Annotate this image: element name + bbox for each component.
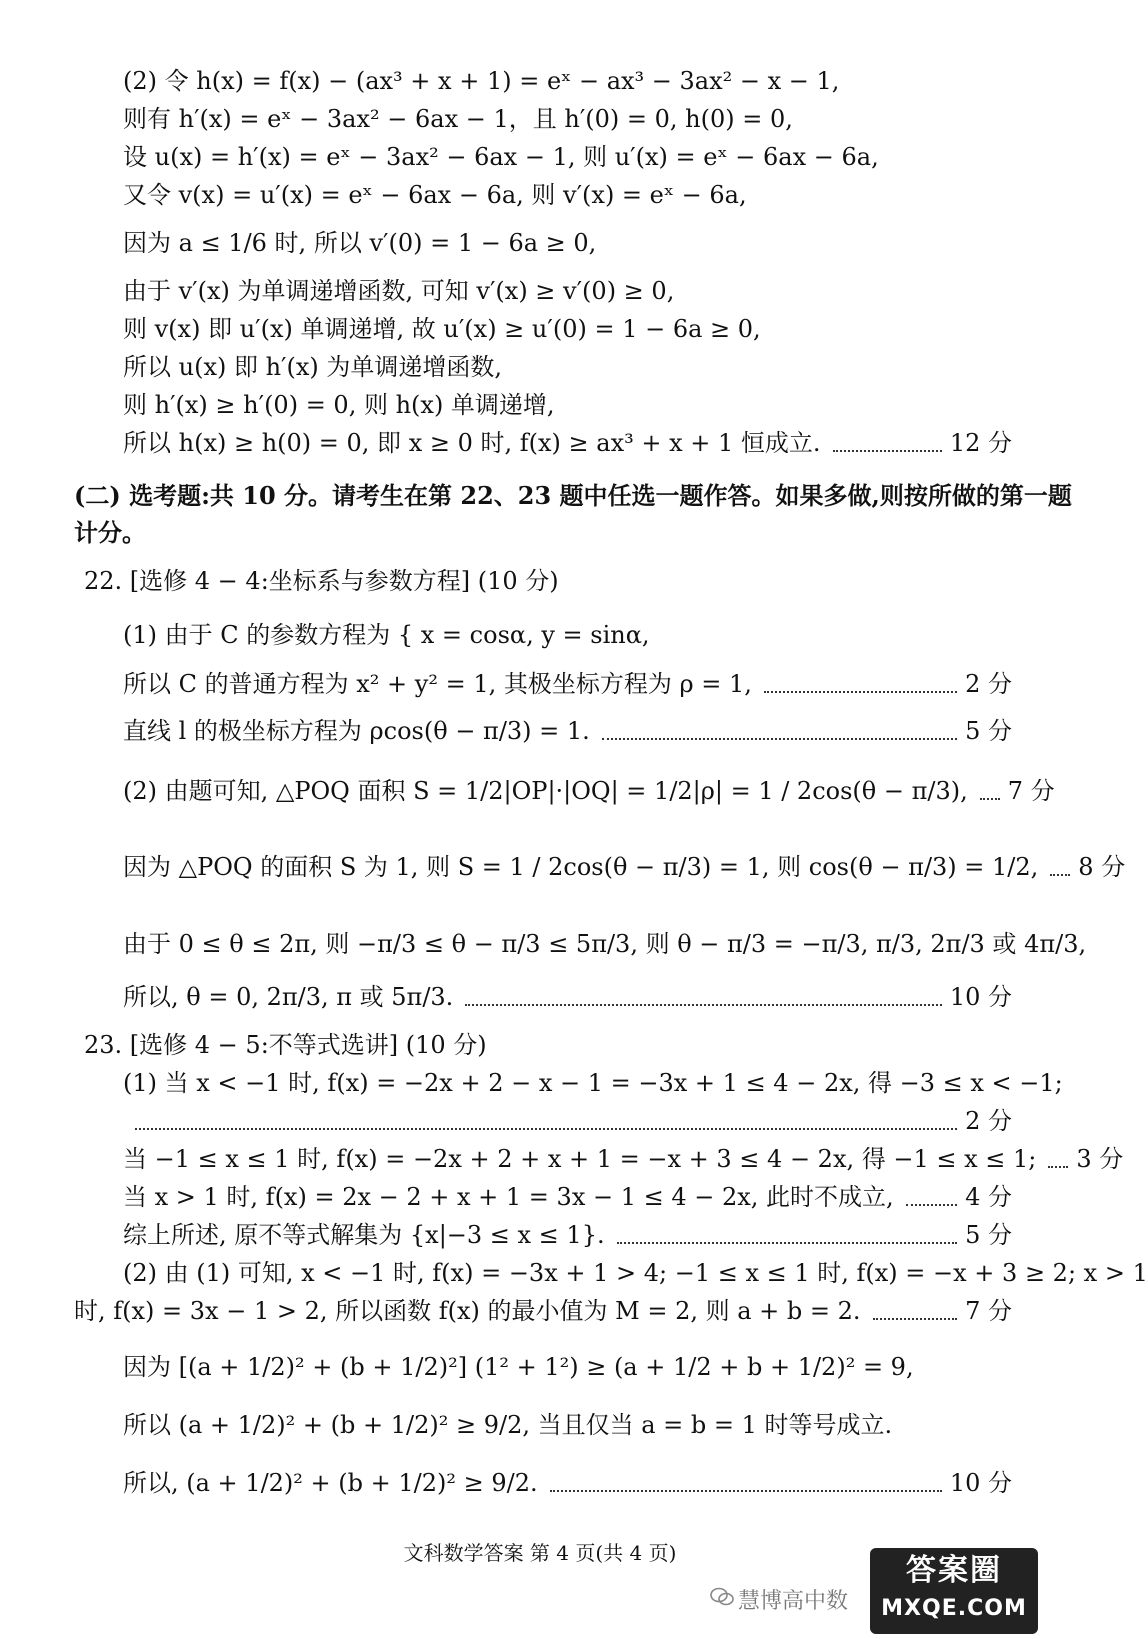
solution-line-scored (123, 1102, 1012, 1140)
score-label: 12 分 (949, 429, 1012, 457)
watermark-logo (870, 1548, 1038, 1634)
solution-line-scored: 所以, (a + 1/2)² + (b + 1/2)² ≥ 9/2. 10 分 (123, 1464, 1012, 1502)
solution-line: (2) 令 h(x) = f(x) − (ax³ + x + 1) = eˣ − ax³ − 3ax² − x − 1, (123, 67, 840, 95)
solution-line-scored: (2) 由题可知, △POQ 面积 S = 1/2|OP|·|OQ| = 1/2|ρ| = 1 / 2cos(θ − π/3), 7 分 (123, 772, 1012, 810)
solution-line: 则 v(x) 即 u′(x) 单调递增, 故 u′(x) ≥ u′(0) = 1 − 6a ≥ 0, (123, 315, 761, 343)
solution-line: 则 h′(x) ≥ h′(0) = 0, 则 h(x) 单调递增, (123, 391, 555, 419)
solution-line-scored: 所以, θ = 0, 2π/3, π 或 5π/3. 10 分 (123, 978, 1012, 1016)
score-label: 10 分 (949, 1469, 1012, 1497)
solution-line: 因为 a ≤ 1/6 时, 所以 v′(0) = 1 − 6a ≥ 0, (123, 229, 597, 257)
solution-line: (1) 由于 C 的参数方程为 { x = cosα, y = sinα, (123, 621, 650, 649)
solution-line: 所以 (a + 1/2)² + (b + 1/2)² ≥ 9/2, 当且仅当 a = b = 1 时等号成立. (123, 1411, 893, 1439)
chat-bubble-icon (710, 1586, 734, 1608)
score-label: 5 分 (965, 717, 1012, 745)
page-footer: 文科数学答案 第 4 页(共 4 页) (403, 1541, 677, 1565)
solution-line-scored: 当 x > 1 时, f(x) = 2x − 2 + x + 1 = 3x − 1 ≤ 4 − 2x, 此时不成立, 4 分 (123, 1178, 1012, 1216)
solution-line-scored: 综上所述, 原不等式解集为 {x|−3 ≤ x ≤ 1}. 5 分 (123, 1216, 1012, 1254)
score-label: 4 分 (965, 1183, 1012, 1211)
solution-line-scored: 所以 h(x) ≥ h(0) = 0, 即 x ≥ 0 时, f(x) ≥ ax³ + x + 1 恒成立. 12 分 (123, 424, 1012, 462)
watermark-text: 慧博高中数 (738, 1589, 849, 1614)
score-label: 8 分 (1078, 853, 1126, 881)
score-label: 2 分 (965, 670, 1012, 698)
solution-line: 所以 u(x) 即 h′(x) 为单调递增函数, (123, 353, 503, 381)
logo-url: MXQE.COM (881, 1596, 1027, 1621)
score-label: 2 分 (965, 1107, 1012, 1135)
leader-dots (617, 1242, 958, 1244)
leader-dots (833, 450, 942, 452)
solution-line-scored: 直线 l 的极坐标方程为 ρcos(θ − π/3) = 1. 5 分 (123, 712, 1012, 750)
leader-dots (465, 1004, 942, 1006)
logo-title: 答案圈 (906, 1553, 1002, 1588)
section-heading: (二) 选考题:共 10 分。请考生在第 22、23 题中任选一题作答。如果多做,则按所做的第一题 (74, 481, 1072, 510)
watermark (738, 1548, 1038, 1634)
score-label: 7 分 (1007, 777, 1055, 805)
leader-dots (906, 1204, 957, 1206)
solution-line: (2) 由 (1) 可知, x < −1 时, f(x) = −3x + 1 > 4; −1 ≤ x ≤ 1 时, f(x) = −x + 3 ≥ 2; x > 1 (123, 1259, 1148, 1287)
leader-dots (873, 1318, 958, 1320)
question-22-heading: 22. [选修 4 − 4:坐标系与参数方程] (10 分) (84, 567, 559, 595)
solution-line: 则有 h′(x) = eˣ − 3ax² − 6ax − 1，且 h′(0) = 0, h(0) = 0, (123, 105, 793, 133)
score-label: 3 分 (1076, 1145, 1124, 1173)
solution-line-scored: 因为 △POQ 的面积 S 为 1, 则 S = 1 / 2cos(θ − π/3) = 1, 则 cos(θ − π/3) = 1/2, 8 分 (123, 848, 1012, 886)
solution-line: (1) 当 x < −1 时, f(x) = −2x + 2 − x − 1 = −3x + 1 ≤ 4 − 2x, 得 −3 ≤ x < −1; (123, 1069, 1063, 1097)
score-label: 5 分 (965, 1221, 1012, 1249)
solution-line-scored: 所以 C 的普通方程为 x² + y² = 1, 其极坐标方程为 ρ = 1, 2 分 (123, 665, 1012, 703)
solution-line: 又令 v(x) = u′(x) = eˣ − 6ax − 6a, 则 v′(x) = eˣ − 6a, (123, 181, 747, 209)
leader-dots (135, 1128, 957, 1130)
solution-line: 由于 0 ≤ θ ≤ 2π, 则 −π/3 ≤ θ − π/3 ≤ 5π/3, 则 θ − π/3 = −π/3, π/3, 2π/3 或 4π/3, (123, 930, 1087, 958)
solution-line-scored: 当 −1 ≤ x ≤ 1 时, f(x) = −2x + 2 + x + 1 = −x + 3 ≤ 4 − 2x, 得 −1 ≤ x ≤ 1; 3 分 (123, 1140, 1012, 1178)
leader-dots (1048, 1166, 1068, 1168)
leader-dots (764, 691, 957, 693)
solution-line-scored: 时, f(x) = 3x − 1 > 2, 所以函数 f(x) 的最小值为 M = 2, 则 a + b = 2. 7 分 (74, 1292, 1012, 1330)
solution-line: 因为 [(a + 1/2)² + (b + 1/2)²] (1² + 1²) ≥ (a + 1/2 + b + 1/2)² = 9, (123, 1353, 914, 1381)
score-label: 7 分 (965, 1297, 1012, 1325)
leader-dots (550, 1490, 942, 1492)
leader-dots (980, 798, 1000, 800)
section-heading-cont: 计分。 (74, 518, 146, 547)
solution-line: 设 u(x) = h′(x) = eˣ − 3ax² − 6ax − 1, 则 u′(x) = eˣ − 6ax − 6a, (123, 143, 879, 171)
leader-dots (1050, 874, 1070, 876)
score-label: 10 分 (949, 983, 1012, 1011)
leader-dots (602, 738, 957, 740)
solution-line: 由于 v′(x) 为单调递增函数, 可知 v′(x) ≥ v′(0) ≥ 0, (123, 277, 675, 305)
question-23-heading: 23. [选修 4 − 5:不等式选讲] (10 分) (84, 1031, 487, 1059)
